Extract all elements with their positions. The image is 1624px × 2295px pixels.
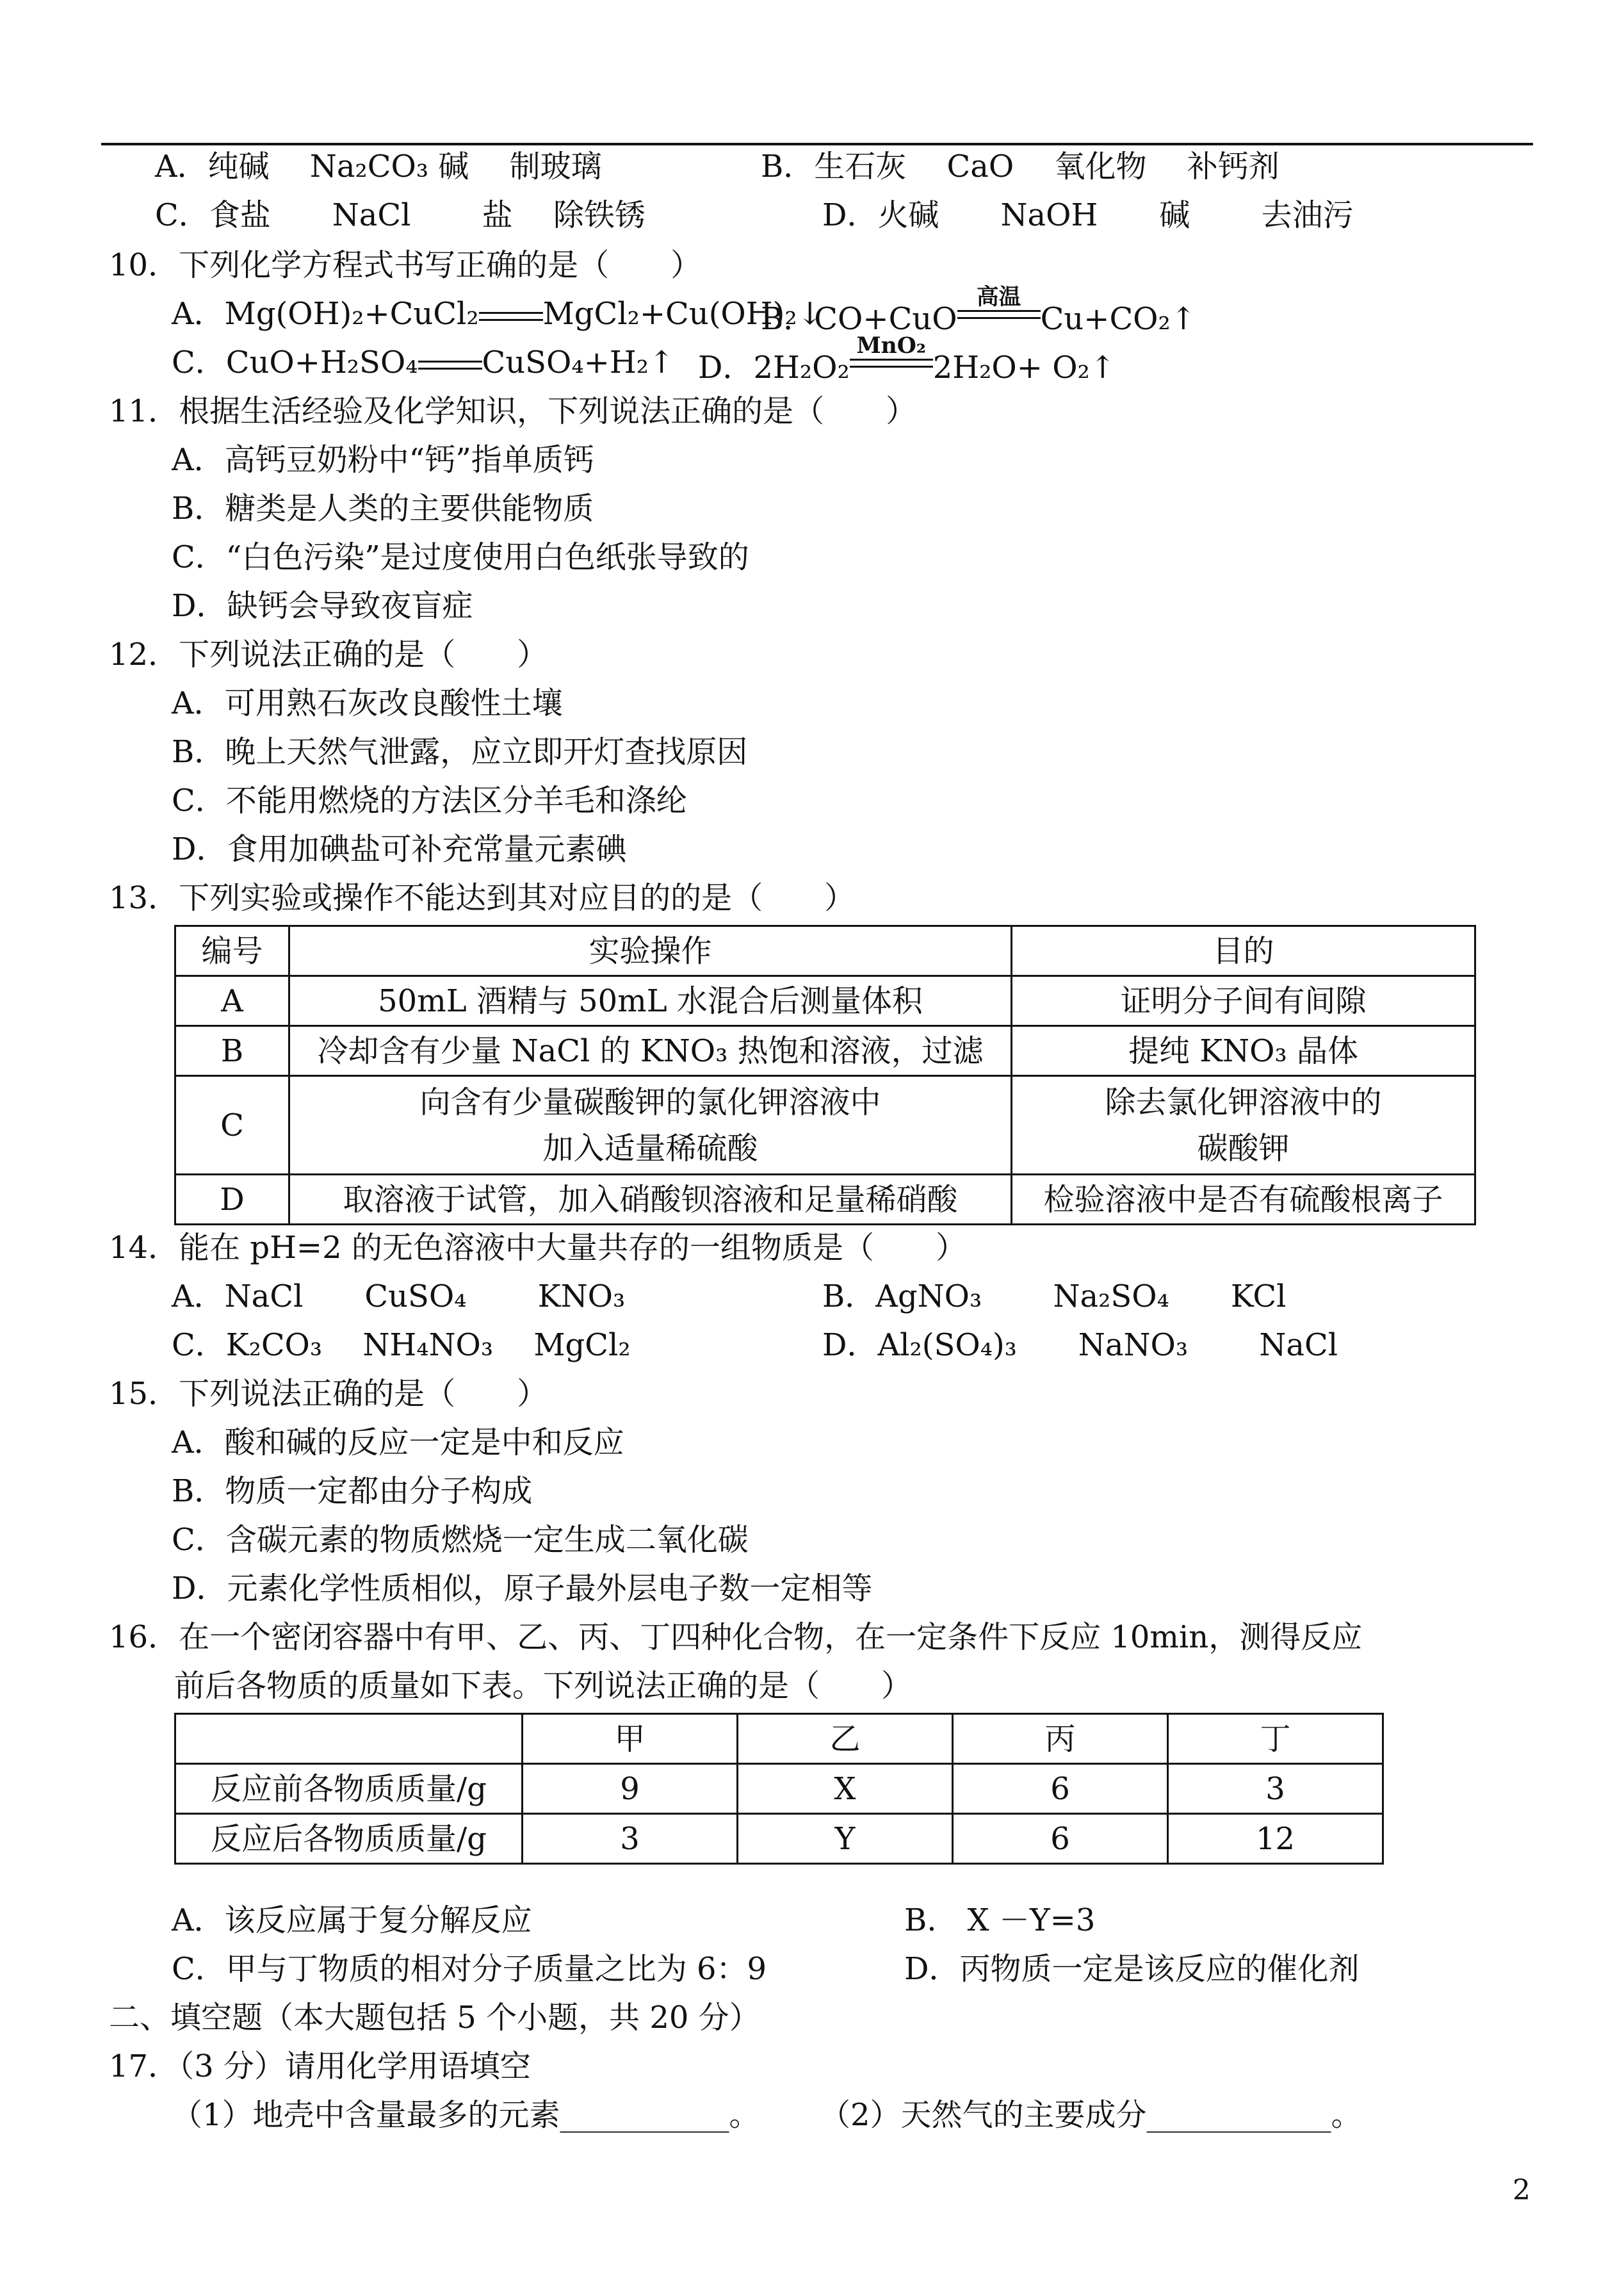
q15-option-c: C．含碳元素的物质燃烧一定生成二氧化碳 <box>172 1522 749 1558</box>
double-equals-sign <box>418 361 482 370</box>
table-header: 甲 <box>523 1714 738 1764</box>
q10-d-right: 2H₂O+ O₂↑ <box>932 350 1116 386</box>
q10-d-left: D．2H₂O₂ <box>698 350 850 386</box>
table-header-row <box>175 1714 1383 1764</box>
header-rule <box>101 143 1533 145</box>
q15-option-b: B．物质一定都由分子构成 <box>172 1473 533 1509</box>
q12-option-d: D．食用加碘盐可补充常量元素碘 <box>172 831 627 867</box>
q12-option-c: C．不能用燃烧的方法区分羊毛和涤纶 <box>172 783 687 819</box>
row-operation-line: 加入适量稀硫酸 <box>542 1130 758 1166</box>
condition-label: MnO₂ <box>856 333 927 359</box>
row-goal <box>1012 1076 1475 1175</box>
table-cell: 12 <box>1168 1814 1383 1864</box>
q10-option-c <box>172 347 674 378</box>
row-operation: 50mL 酒精与 50mL 水混合后测量体积 <box>289 976 1012 1026</box>
table-row <box>175 1026 1475 1076</box>
q16-option-c: C．甲与丁物质的相对分子质量之比为 6：9 <box>172 1951 767 1987</box>
table-cell: Y <box>738 1814 953 1864</box>
table-header: 丙 <box>953 1714 1168 1764</box>
row-goal: 检验溶液中是否有硫酸根离子 <box>1012 1175 1475 1225</box>
q10-option-a <box>172 296 823 332</box>
q14-option-a: A．NaCl CuSO₄ KNO₃ <box>172 1278 626 1314</box>
q14-stem: 14．能在 pH=2 的无色溶液中大量共存的一组物质是（ ） <box>109 1230 966 1266</box>
table-header: 目的 <box>1012 926 1475 976</box>
row-id: B <box>175 1026 289 1076</box>
row-goal: 证明分子间有间隙 <box>1012 976 1475 1026</box>
q10-c-left: C．CuO+H₂SO₄ <box>172 345 418 380</box>
q15-option-d: D．元素化学性质相似，原子最外层电子数一定相等 <box>172 1571 873 1606</box>
q11-option-c: C．“白色污染”是过度使用白色纸张导致的 <box>172 539 749 575</box>
table-cell: 6 <box>953 1814 1168 1864</box>
table-header <box>175 1714 523 1764</box>
q9-option-d: D．火碱 NaOH 碱 去油污 <box>822 197 1354 233</box>
q12-stem: 12．下列说法正确的是（ ） <box>109 637 548 673</box>
q10-a-right: MgCl₂+Cu(OH)₂↓ <box>542 296 823 332</box>
table-header: 乙 <box>738 1714 953 1764</box>
section-heading: 二、填空题（本大题包括 5 个小题，共 20 分） <box>109 2000 760 2036</box>
q15-option-a: A．酸和碱的反应一定是中和反应 <box>172 1425 624 1460</box>
table-row <box>175 976 1475 1026</box>
condition-label: 高温 <box>977 284 1021 310</box>
q10-b-left: B．CO+CuO <box>761 301 957 337</box>
row-goal-line: 碳酸钾 <box>1197 1130 1290 1166</box>
q14-option-b: B．AgNO₃ Na₂SO₄ KCl <box>822 1278 1287 1314</box>
q10-b-right: Cu+CO₂↑ <box>1040 301 1196 337</box>
row-operation: 取溶液于试管，加入硝酸钡溶液和足量稀硝酸 <box>289 1175 1012 1225</box>
double-equals-sign <box>479 312 543 321</box>
q10-a-left: A．Mg(OH)₂+CuCl₂ <box>172 296 479 332</box>
q14-option-d: D．Al₂(SO₄)₃ NaNO₃ NaCl <box>822 1327 1338 1363</box>
q10-option-b <box>761 284 1196 337</box>
q16-stem-continued: 前后各物质的质量如下表。下列说法正确的是（ ） <box>174 1668 913 1704</box>
q11-option-d: D．缺钙会导致夜盲症 <box>172 588 473 624</box>
q12-option-a: A．可用熟石灰改良酸性土壤 <box>172 685 563 721</box>
q17-stem: 17．（3 分）请用化学用语填空 <box>109 2048 531 2084</box>
q16-table <box>174 1713 1384 1865</box>
q10-c-right: CuSO₄+H₂↑ <box>482 345 675 380</box>
table-cell: 3 <box>523 1814 738 1864</box>
reaction-condition <box>850 333 933 378</box>
q12-option-b: B．晚上天然气泄露，应立即开灯查找原因 <box>172 734 748 770</box>
row-goal-line: 除去氯化钾溶液中的 <box>1105 1084 1382 1120</box>
row-id: C <box>175 1076 289 1175</box>
table-row <box>175 1814 1383 1864</box>
q13-stem: 13．下列实验或操作不能达到其对应目的的是（ ） <box>109 880 856 916</box>
table-header: 编号 <box>175 926 289 976</box>
table-cell: 3 <box>1168 1764 1383 1814</box>
q13-table <box>174 925 1476 1225</box>
q9-option-b: B．生石灰 CaO 氧化物 补钙剂 <box>761 149 1279 184</box>
q14-option-c: C．K₂CO₃ NH₄NO₃ MgCl₂ <box>172 1327 631 1363</box>
q16-option-b: B. X －Y=3 <box>904 1902 1096 1938</box>
q11-stem: 11．根据生活经验及化学知识，下列说法正确的是（ ） <box>109 393 917 429</box>
table-header: 实验操作 <box>289 926 1012 976</box>
page-number: 2 <box>1513 2174 1531 2207</box>
q9-option-c: C．食盐 NaCl 盐 除铁锈 <box>155 197 646 233</box>
row-id: A <box>175 976 289 1026</box>
row-operation <box>289 1076 1012 1175</box>
row-id: D <box>175 1175 289 1225</box>
table-cell: X <box>738 1764 953 1814</box>
row-label: 反应前各物质质量/g <box>175 1764 523 1814</box>
q17-part-2: （2）天然气的主要成分____________。 <box>820 2097 1362 2133</box>
q10-option-d <box>698 333 1116 386</box>
table-header: 丁 <box>1168 1714 1383 1764</box>
table-row <box>175 1764 1383 1814</box>
q11-option-b: B．糖类是人类的主要供能物质 <box>172 491 594 527</box>
q16-option-d: D．丙物质一定是该反应的催化剂 <box>904 1951 1360 1987</box>
q11-option-a: A．高钙豆奶粉中“钙”指单质钙 <box>172 442 594 478</box>
row-operation-line: 向含有少量碳酸钾的氯化钾溶液中 <box>419 1084 881 1120</box>
q10-stem: 10．下列化学方程式书写正确的是（ ） <box>109 247 702 283</box>
row-label: 反应后各物质质量/g <box>175 1814 523 1864</box>
q9-option-a: A．纯碱 Na₂CO₃ 碱 制玻璃 <box>155 149 602 184</box>
table-row <box>175 1175 1475 1225</box>
row-goal: 提纯 KNO₃ 晶体 <box>1012 1026 1475 1076</box>
table-header-row <box>175 926 1475 976</box>
table-cell: 9 <box>523 1764 738 1814</box>
row-operation: 冷却含有少量 NaCl 的 KNO₃ 热饱和溶液，过滤 <box>289 1026 1012 1076</box>
q17-part-1: （1）地壳中含量最多的元素___________。 <box>172 2097 760 2133</box>
q15-stem: 15．下列说法正确的是（ ） <box>109 1376 548 1412</box>
q16-option-a: A．该反应属于复分解反应 <box>172 1902 532 1938</box>
reaction-condition <box>957 284 1041 329</box>
table-row <box>175 1076 1475 1175</box>
table-cell: 6 <box>953 1764 1168 1814</box>
q16-stem: 16．在一个密闭容器中有甲、乙、丙、丁四种化合物，在一定条件下反应 10min，测得反应 <box>109 1619 1363 1655</box>
